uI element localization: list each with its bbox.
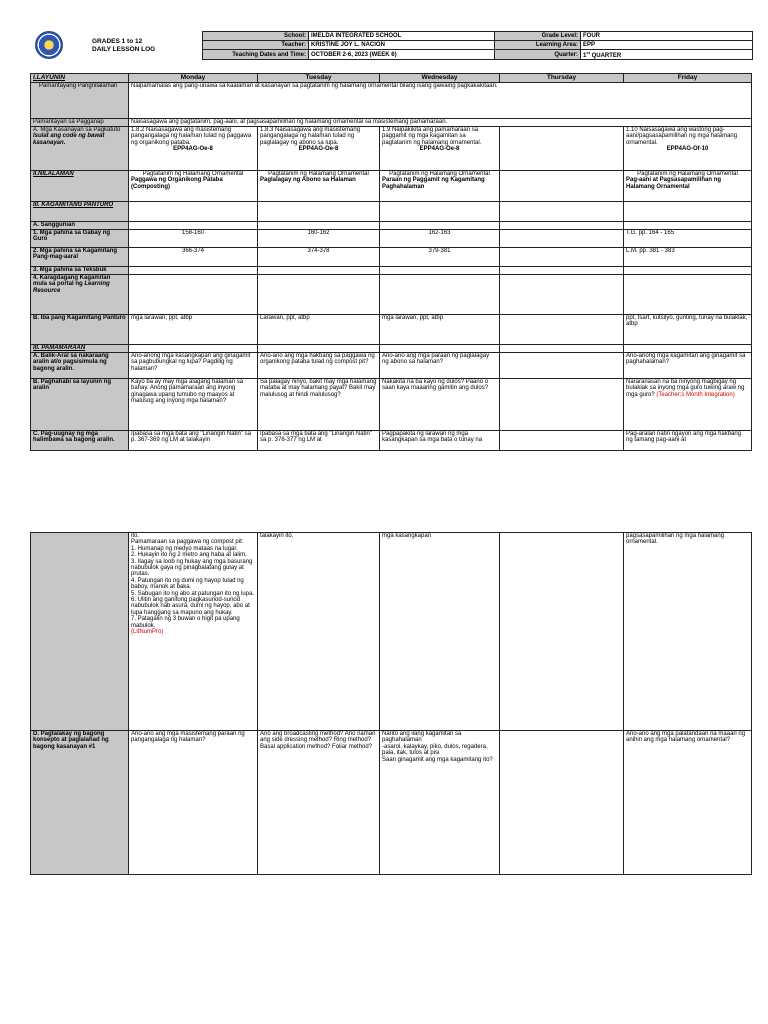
header-info-table	[202, 31, 753, 60]
balik-monday: Ano-anong mga kasangkapan ang ginagamit sa pagbubungkal ng lupa? Pagdilig ng halaman?	[129, 353, 258, 379]
day-wednesday: Wednesday	[380, 74, 500, 83]
nilalaman-tuesday	[258, 171, 380, 202]
day-thursday: Thursday	[500, 74, 624, 83]
empty-cell	[500, 202, 624, 222]
c-friday-continued: pagsasapamilihan ng mga halamang ornamental.	[624, 533, 752, 731]
kagamitang-tuesday: 374-378	[258, 248, 380, 267]
quarter-value	[581, 50, 753, 60]
empty-cell	[258, 202, 380, 222]
grade-level-value: FOUR	[581, 32, 753, 41]
empty-cell	[624, 267, 752, 275]
kasanayan-monday-code: EPP4AG-Oe-8	[173, 146, 213, 153]
quarter-ordinal: st	[586, 50, 590, 55]
pagganap-text: Naisasagawa ang pagtatanim, pag-aani, at pagsasapamilihan ng halamang ornamental sa masistemang pamamaraan.	[129, 119, 752, 127]
layunin-thursday	[500, 379, 624, 431]
layunin-friday-integration: (Teacher;s Month Integration)	[656, 391, 735, 398]
empty-cell	[129, 267, 258, 275]
empty-cell	[624, 202, 752, 222]
gabay-friday: T.G. pp. 164 - 165	[624, 230, 752, 248]
layunin-heading: I.LAYUNIN	[31, 74, 129, 83]
d-thursday	[500, 731, 624, 875]
quarter-number: 1	[583, 53, 587, 59]
nilalaman-wednesday	[380, 171, 500, 202]
c-monday-continued	[129, 533, 258, 731]
pag-monday: Ipabasa sa mga bata ang "Linangin Natin" sa p. 367-369 ng LM at talakayin	[129, 431, 258, 451]
empty-cell	[500, 267, 624, 275]
day-friday: Friday	[624, 74, 752, 83]
nilalaman-friday-head: Pagtatanim ng Halamang Ornamental	[637, 171, 738, 177]
d-wednesday: Narito ang ilang kagamitan sa paghahalaman -asarol, kalaykay, piko, dulos, regadera, pala, itak, tulos at pisi Saan ginagamit ang mga kagamitang ito?	[380, 731, 500, 875]
balik-friday: Ano-anong mga kagamitan ang ginagamit sa paghahalaman?	[624, 353, 752, 379]
c-wednesday-continued: mga kasangkapan	[380, 533, 500, 731]
empty-cell	[380, 202, 500, 222]
gabay-wednesday: 162-163	[380, 230, 500, 248]
empty-cell	[500, 345, 624, 353]
c-thursday-continued	[500, 533, 624, 731]
c-monday-steps: ito. Pamamaraan sa paggawa ng compost pit: 1. Humanap ng medyo mataas na lugar. 2. Hukayin ito ng 2 metro ang haba at lalim. 3. Ilagay sa loob ng hukay ang mga basurang nabubulok gaya ng pinagbalatang gulay at prutas. 4. Patungan ito ng dumi ng hayop tulad ng baboy, manok at baka. 5. Sabugan ito ng abo at patungan ito ng lupa. 6. Ulitin ang ganitong pagkasunod-sunod nabubulok nab asura, dumi ng hayop, abo at lupa hanggang sa mapuno ang hukay. 7. Patagalin ng 3 buwan o higit pa upang mabulok.	[131, 533, 255, 629]
kasanayan-tuesday-code: EPP4AG-Oe-8	[298, 146, 339, 153]
kasanayan-sublabel: Isulat ang code ng bawat kasanayan.	[33, 133, 105, 146]
layunin-tuesday: Sa palagay ninyo, bakit may mga halamang mataba at may halamang payat? Bakit may malulusog at hindi malulusog?	[258, 379, 380, 431]
d-friday: Ano-ano ang mga palatandaan na maaari ng anihin ang mga halamang ornamental?	[624, 731, 752, 875]
kagamitang-friday: L.M. pp. 381 - 383	[624, 248, 752, 267]
balik-aral-label: A. Balik-Aral sa nakaraang aralin at/o pagsisimula ng bagong aralin.	[31, 353, 129, 379]
kasanayan-monday-text: 1.8.2 Naisasagawa ang masistemang pangangalaga ng halaman tulad ng paggawa ng organikong pataba.	[131, 127, 252, 146]
iba-thursday	[500, 315, 624, 345]
karagdagang-label: 4. Karagdagang Kagamitan mula sa portal ng	[33, 275, 111, 288]
nilalaman-friday	[624, 171, 752, 202]
iba-tuesday: Larawan, ppt, atbp	[258, 315, 380, 345]
empty-cell	[500, 222, 624, 230]
nilalaman-tuesday-topic: Paglalagay ng Abono sa Halaman	[260, 177, 356, 184]
nilalaman-monday	[129, 171, 258, 202]
teacher-value: KRISTINE JOY L. NACION	[309, 41, 495, 50]
empty-cell	[129, 222, 258, 230]
lesson-log-table	[30, 73, 752, 451]
teaching-dates-value: OCTOBER 2-6, 2023 (WEEK 6)	[309, 50, 495, 60]
kasanayan-wednesday	[380, 127, 500, 171]
teacher-label: Teacher:	[203, 41, 309, 50]
iba-friday: ppt, tsart, kutsilyo, gunting, tunay na bulaklak, atbp	[624, 315, 752, 345]
kasanayan-label-cell	[31, 127, 129, 171]
iba-wednesday: mga larawan, ppt, atbp	[380, 315, 500, 345]
empty-cell	[380, 345, 500, 353]
gabay-monday: 158-160	[129, 230, 258, 248]
kagamitang-mag-aaral-label: 2. Mga pahina sa Kagamitang Pang-mag-aaral	[31, 248, 129, 267]
grades-label: GRADES 1 to 12	[92, 38, 143, 45]
school-label: School:	[203, 32, 309, 41]
layunin-friday	[624, 379, 752, 431]
karagdagang-kagamitan-cell	[31, 275, 129, 315]
nilalaman-wednesday-topic: Paraan ng Paggamit ng Kagamitang Paghahalaman	[382, 177, 485, 190]
layunin-wednesday: Nakakita na ba kayo ng dulos? Paano o saan kaya maaaring gamitin ang dulos?	[380, 379, 500, 431]
nilalaman-label: II.NILALAMAN	[31, 171, 129, 202]
pag-friday: Pag-aralan natin ngayon ang mga hakbang ng tamang pag-aani at	[624, 431, 752, 451]
sanggunian-label: A. Sanggunian	[31, 222, 129, 230]
gabay-thursday	[500, 230, 624, 248]
c-monday-integration: (LitNumPro)	[131, 629, 164, 636]
pamantayang-label: Pamantayang Pangnilalaman	[31, 83, 129, 119]
kasanayan-friday-text: 1.10 Naisasagawa ang wastong pag-aani/pagsasapamilihan ng mga halamang ornamental.	[626, 127, 738, 146]
nilalaman-thursday	[500, 171, 624, 202]
c-tuesday-continued: talakayin ito.	[258, 533, 380, 731]
teaching-dates-label: Teaching Dates and Time:	[203, 50, 309, 60]
layunin-friday-text: Nararanasan na ba ninyong magbigay ng bulaklak sa inyong mga guro tuwing araw ng mga guro?	[626, 379, 745, 398]
pagganap-label: Pamantayan sa Pagganap	[31, 119, 129, 127]
kasanayan-friday	[624, 127, 752, 171]
empty-cell	[624, 345, 752, 353]
kasanayan-wednesday-code: EPP4AG-Oe-8	[419, 146, 460, 153]
kagamitang-thursday	[500, 248, 624, 267]
empty-cell	[380, 222, 500, 230]
empty-cell	[258, 275, 380, 315]
day-tuesday: Tuesday	[258, 74, 380, 83]
empty-cell	[129, 275, 258, 315]
learning-area-value: EPP	[581, 41, 753, 50]
balik-wednesday: Ano-ano ang mga paraan ng paglalagay ng abono sa halaman?	[380, 353, 500, 379]
nilalaman-friday-topic: Pag-aani at Pagsasapamilihan ng Halamang Ornamental	[626, 177, 722, 190]
kagamitang-monday: 366-374	[129, 248, 258, 267]
gabay-guro-label: 1. Mga pahina sa Gabay ng Guro	[31, 230, 129, 248]
pamantayang-text: Naipamamalas ang pang-unawa sa kaalaman at kasanayan sa pagtatanim ng halamang ornamental bilang isang gawaing pagkakakitaan.	[129, 83, 752, 119]
kasanayan-monday	[129, 127, 258, 171]
kasanayan-thursday	[500, 127, 624, 171]
empty-cell	[258, 345, 380, 353]
kagamitang-panturo-label: III. KAGAMITANG PANTURO	[31, 202, 129, 222]
pag-uugnay-label: C. Pag-uugnay ng mga halimbawa sa bagong aralin.	[31, 431, 129, 451]
daily-lesson-log-label: DAILY LESSON LOG	[92, 46, 156, 53]
balik-thursday	[500, 353, 624, 379]
kasanayan-friday-code: EPP4AG-Of-10	[666, 146, 709, 153]
teksbuk-label: 3. Mga pahina sa Teksbuk	[31, 267, 129, 275]
kasanayan-wednesday-text: 1.9 Naipakikita ang pamamaraan sa paggamit ng mga kagamitan sa pagtatanim ng halamang ornamental.	[382, 127, 482, 146]
gabay-tuesday: 160-162	[258, 230, 380, 248]
empty-cell	[380, 267, 500, 275]
nilalaman-monday-topic: Paggawa ng Organikong Pataba (Composting)	[131, 177, 223, 190]
quarter-word: QUARTER	[589, 53, 622, 59]
d-monday: Ano-ano ang mga masistemang paraan ng pangangalaga ng halaman?	[129, 731, 258, 875]
kasanayan-tuesday	[258, 127, 380, 171]
pag-thursday	[500, 431, 624, 451]
kagamitang-wednesday: 379-381	[380, 248, 500, 267]
continued-label-cell	[31, 533, 129, 731]
deped-seal-logo	[35, 31, 63, 59]
pagtalakay-label: D. Pagtalakay ng bagong konsepto at paglalahad ng bagong kasanayan #1	[31, 731, 129, 875]
empty-cell	[380, 275, 500, 315]
kasanayan-label: A. Mga Kasanayan sa Pagkatuto	[33, 127, 121, 133]
iba-kagamitan-label: B. Iba pang Kagamitang Panturo	[31, 315, 129, 345]
nilalaman-tuesday-head: Pagtatanim ng Halamang Ornamental	[268, 171, 369, 177]
paghahabi-label: B. Paghahabi sa layunin ng aralin	[31, 379, 129, 431]
grade-level-label: Grade Level:	[495, 32, 581, 41]
empty-cell	[129, 345, 258, 353]
pag-tuesday: Ipabasa sa mga bata ang "Linangin Natin" sa p. 376-377 ng LM at	[258, 431, 380, 451]
nilalaman-wednesday-head: Pagtatanim ng Halamang Ornamental	[389, 171, 490, 177]
learning-area-label: Learning Area:	[495, 41, 581, 50]
school-value: IMELDA INTEGRATED SCHOOL	[309, 32, 495, 41]
empty-cell	[500, 275, 624, 315]
lesson-log-table-continued	[30, 532, 752, 875]
day-monday: Monday	[129, 74, 258, 83]
pamamaraan-label: III. PAMAMARAAN	[31, 345, 129, 353]
empty-cell	[624, 222, 752, 230]
quarter-label: Quarter:	[495, 50, 581, 60]
balik-tuesday: Ano-ano ang mga hakbang sa paggawa ng organikong pataba tulad ng compost pit?	[258, 353, 380, 379]
empty-cell	[258, 222, 380, 230]
kasanayan-tuesday-text: 1.8.3 Naisasagawa ang masistemang pangangalaga ng halaman tulad ng paglalagay ng abono sa lupa.	[260, 127, 361, 146]
empty-cell	[624, 275, 752, 315]
empty-cell	[129, 202, 258, 222]
pag-wednesday: Pagpapakita ng larawan ng mga kasangkapan sa mga bata o tunay na	[380, 431, 500, 451]
empty-cell	[258, 267, 380, 275]
layunin-monday: Kayo ba ay may mga alagang halaman sa bahay. Anong pamamaraan ang inyong ginagawa upang tumubo ng maayos at malusog ang inyong mga halaman?	[129, 379, 258, 431]
nilalaman-monday-head: Pagtatanim ng Halamang Ornamental	[142, 171, 244, 177]
d-tuesday: Ano ang broadcasting method? Ano naman ang side dressing method? Ring method? Basal application method? Foliar method?	[258, 731, 380, 875]
iba-monday: mga larawan, ppt, atbp	[129, 315, 258, 345]
karagdagang-label-italic: Learning Resource	[33, 281, 110, 294]
